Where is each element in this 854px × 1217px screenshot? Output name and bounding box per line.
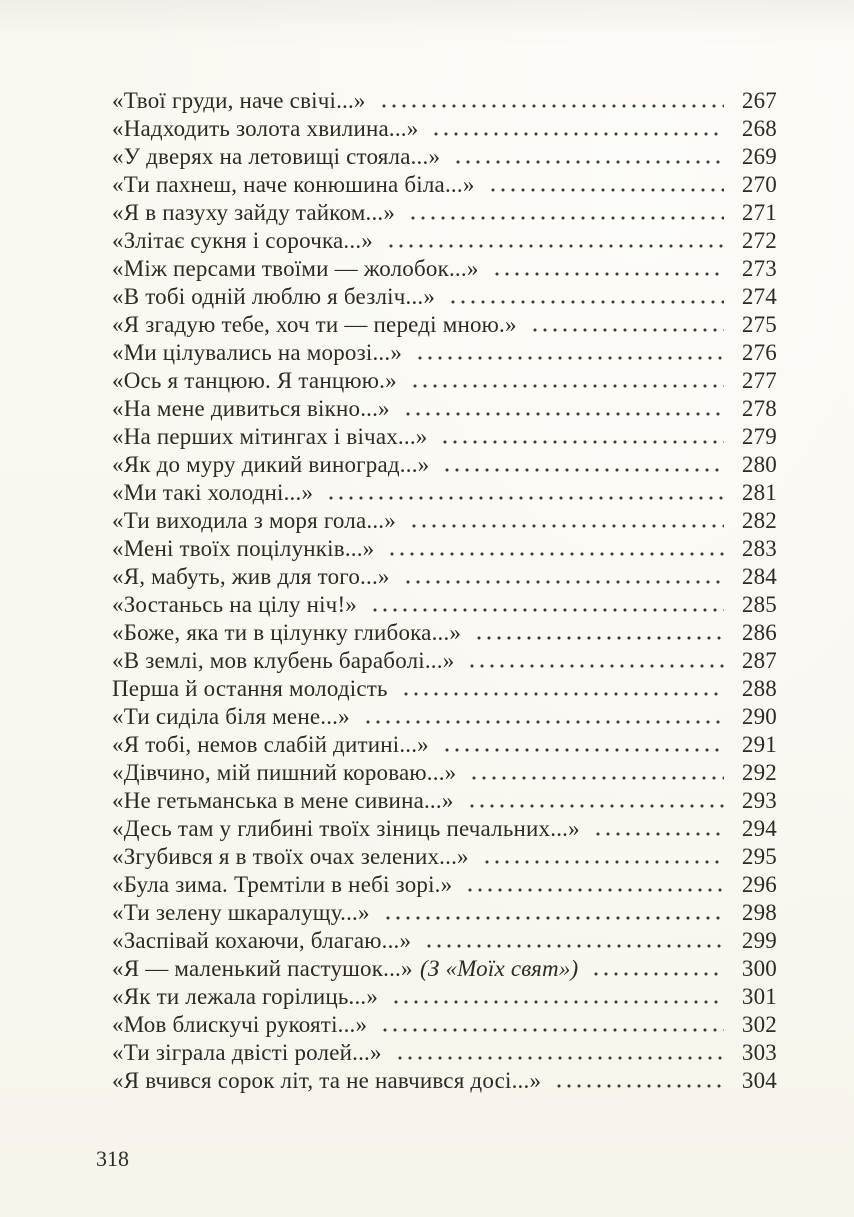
dot-leader bbox=[486, 188, 724, 192]
dot-leader bbox=[361, 720, 724, 724]
toc-entry bbox=[112, 591, 777, 619]
dot-leader bbox=[393, 1056, 724, 1060]
toc-entry-page-number: 283 bbox=[741, 536, 777, 561]
toc-entry-title: «Була зима. Тремтіли в небі зорі.» bbox=[112, 872, 453, 897]
toc-entry-title: «Я, мабуть, жив для того...» bbox=[112, 564, 390, 589]
toc-entry-title: «Твої груди, наче свічі...» bbox=[112, 88, 366, 113]
toc-entry-title: «Я тобі, немов слабій дитині...» bbox=[112, 732, 429, 757]
dot-leader bbox=[589, 972, 724, 976]
toc-entry bbox=[112, 451, 777, 479]
toc-entry-page-number: 284 bbox=[741, 564, 777, 589]
toc-entry-page-number: 277 bbox=[741, 368, 777, 393]
toc-entry-title: «Мов блискучі рукояті...» bbox=[112, 1012, 368, 1037]
toc-entry-title: «Злітає сукня і сорочка...» bbox=[112, 228, 373, 253]
toc-entry-title: «Ми такі холодні...» bbox=[112, 480, 314, 505]
toc-entry-page-number: 295 bbox=[741, 844, 777, 869]
toc-entry-page-number: 269 bbox=[741, 144, 777, 169]
toc-entry-title: «Я вчився сорок літ, та не навчився досі...» bbox=[112, 1068, 542, 1093]
toc-entry bbox=[112, 339, 777, 367]
dot-leader bbox=[467, 776, 724, 780]
toc-entry-page-number: 268 bbox=[741, 116, 777, 141]
toc-entry-page-number: 287 bbox=[741, 648, 777, 673]
toc-entry bbox=[112, 311, 777, 339]
toc-entry-title: «Ти виходила з моря гола...» bbox=[112, 508, 396, 533]
toc-entry-page-number: 293 bbox=[741, 788, 777, 813]
toc-entry-page-number: 271 bbox=[741, 200, 777, 225]
dot-leader bbox=[377, 104, 724, 108]
toc-entry-page-number: 302 bbox=[741, 1012, 777, 1037]
dot-leader bbox=[528, 328, 724, 332]
toc-entry bbox=[112, 815, 777, 843]
toc-entry bbox=[112, 87, 777, 115]
toc-entry bbox=[112, 479, 777, 507]
toc-entry-title: «Зостаньсь на цілу ніч!» bbox=[112, 592, 358, 617]
toc-entry-page-number: 280 bbox=[741, 452, 777, 477]
toc-entry-page-number: 292 bbox=[741, 760, 777, 785]
toc-entry-title: «Як ти лежала горілиць...» bbox=[112, 984, 379, 1009]
toc-entry-source-note: (З «Моїх свят») bbox=[420, 956, 579, 981]
toc-entry bbox=[112, 843, 777, 871]
toc-entry-page-number: 270 bbox=[741, 172, 777, 197]
toc-entry-page-number: 273 bbox=[741, 256, 777, 281]
toc-entry-page-number: 300 bbox=[741, 956, 777, 981]
toc-entry bbox=[112, 619, 777, 647]
toc-entry-page-number: 291 bbox=[741, 732, 777, 757]
toc-list bbox=[112, 87, 777, 1095]
toc-entry-page-number: 296 bbox=[741, 872, 777, 897]
toc-entry-title: «Я в пазуху зайду тайком...» bbox=[112, 200, 396, 225]
toc-entry-page-number: 285 bbox=[741, 592, 777, 617]
toc-entry-title: «Ти зелену шкаралущу...» bbox=[112, 900, 370, 925]
toc-entry bbox=[112, 227, 777, 255]
toc-entry bbox=[112, 199, 777, 227]
toc-entry-page-number: 279 bbox=[741, 424, 777, 449]
toc-entry bbox=[112, 143, 777, 171]
dot-leader bbox=[368, 608, 724, 612]
toc-entry bbox=[112, 507, 777, 535]
dot-leader bbox=[408, 384, 724, 388]
toc-entry bbox=[112, 927, 777, 955]
dot-leader bbox=[463, 888, 724, 892]
toc-entry bbox=[112, 731, 777, 759]
toc-entry-title: «Не гетьманська в мене сивина...» bbox=[112, 788, 454, 813]
dot-leader bbox=[465, 804, 724, 808]
toc-entry-title: «У дверях на летовищі стояла...» bbox=[112, 144, 441, 169]
dot-leader bbox=[389, 1000, 724, 1004]
toc-entry bbox=[112, 703, 777, 731]
toc-entry-title: «Я — маленький пастушок...» bbox=[112, 956, 413, 981]
toc-entry bbox=[112, 535, 777, 563]
toc-entry bbox=[112, 1039, 777, 1067]
dot-leader bbox=[429, 132, 724, 136]
toc-entry-page-number: 303 bbox=[741, 1040, 777, 1065]
dot-leader bbox=[480, 860, 724, 864]
toc-entry-title: «Боже, яка ти в цілунку глибока...» bbox=[112, 620, 462, 645]
toc-entry-title: «Між персами твоїми — жолобок...» bbox=[112, 256, 479, 281]
toc-entry-title: «Згубився я в твоїх очах зелених...» bbox=[112, 844, 469, 869]
dot-leader bbox=[440, 748, 724, 752]
dot-leader bbox=[413, 356, 724, 360]
dot-leader bbox=[552, 1084, 724, 1088]
toc-entry-title: «Мені твоїх поцілунків...» bbox=[112, 536, 375, 561]
dot-leader bbox=[324, 496, 724, 500]
toc-entry bbox=[112, 675, 777, 703]
toc-entry-title: «Ти зіграла двісті ролей...» bbox=[112, 1040, 382, 1065]
dot-leader bbox=[490, 272, 724, 276]
dot-leader bbox=[591, 832, 724, 836]
toc-entry-page-number: 290 bbox=[741, 704, 777, 729]
toc-entry-title: «Дівчино, мій пишний короваю...» bbox=[112, 760, 457, 785]
toc-entry bbox=[112, 1011, 777, 1039]
toc-entry bbox=[112, 423, 777, 451]
dot-leader bbox=[446, 300, 724, 304]
toc-entry bbox=[112, 647, 777, 675]
dot-leader bbox=[385, 552, 724, 556]
toc-entry-title: «Я згадую тебе, хоч ти — переді мною.» bbox=[112, 312, 517, 337]
dot-leader bbox=[451, 160, 724, 164]
dot-leader bbox=[465, 664, 724, 668]
toc-entry bbox=[112, 1067, 777, 1095]
dot-leader bbox=[438, 440, 724, 444]
toc-entry-title: «В тобі одній люблю я безліч...» bbox=[112, 284, 436, 309]
dot-leader bbox=[399, 692, 724, 696]
toc-entry-title: «Ти пахнеш, наче конюшина біла...» bbox=[112, 172, 475, 197]
toc-entry-title: «В землі, мов клубень бараболі...» bbox=[112, 648, 455, 673]
dot-leader bbox=[422, 944, 724, 948]
dot-leader bbox=[406, 216, 724, 220]
dot-leader bbox=[407, 524, 724, 528]
toc-entry-page-number: 272 bbox=[741, 228, 777, 253]
dot-leader bbox=[440, 468, 724, 472]
toc-entry bbox=[112, 395, 777, 423]
page-number-folio: 318 bbox=[96, 1146, 129, 1171]
toc-entry bbox=[112, 787, 777, 815]
toc-entry-page-number: 282 bbox=[741, 508, 777, 533]
toc-entry bbox=[112, 871, 777, 899]
toc-entry-page-number: 294 bbox=[741, 816, 777, 841]
toc-entry-page-number: 286 bbox=[741, 620, 777, 645]
toc-entry-page-number: 281 bbox=[741, 480, 777, 505]
toc-entry-page-number: 278 bbox=[741, 396, 777, 421]
toc-entry-page-number: 301 bbox=[741, 984, 777, 1009]
toc-entry-page-number: 304 bbox=[741, 1068, 777, 1093]
dot-leader bbox=[384, 244, 724, 248]
toc-entry bbox=[112, 171, 777, 199]
toc-entry bbox=[112, 367, 777, 395]
toc-entry-title: «Десь там у глибині твоїх зіниць печальних...» bbox=[112, 816, 580, 841]
toc-entry bbox=[112, 983, 777, 1011]
toc-entry bbox=[112, 255, 777, 283]
dot-leader bbox=[401, 412, 724, 416]
toc-entry-title: «На перших мітингах і вічах...» bbox=[112, 424, 428, 449]
toc-entry-page-number: 288 bbox=[741, 676, 777, 701]
toc-entry bbox=[112, 899, 777, 927]
toc-entry-title: «На мене дивиться вікно...» bbox=[112, 396, 390, 421]
toc-entry-page-number: 276 bbox=[741, 340, 777, 365]
toc-entry-title: «Заспівай кохаючи, благаю...» bbox=[112, 928, 412, 953]
toc-entry bbox=[112, 563, 777, 591]
dot-leader bbox=[401, 580, 724, 584]
toc-entry-title: «Ми цілувались на морозі...» bbox=[112, 340, 403, 365]
toc-entry-page-number: 267 bbox=[741, 88, 777, 113]
toc-entry-page-number: 298 bbox=[741, 900, 777, 925]
dot-leader bbox=[378, 1028, 724, 1032]
toc-entry bbox=[112, 759, 777, 787]
toc-entry-page-number: 299 bbox=[741, 928, 777, 953]
dot-leader bbox=[381, 916, 724, 920]
toc-entry-title: «Ти сиділа біля мене...» bbox=[112, 704, 350, 729]
toc-entry-title: «Надходить золота хвилина...» bbox=[112, 116, 419, 141]
toc-entry bbox=[112, 955, 777, 983]
toc-entry bbox=[112, 115, 777, 143]
dot-leader bbox=[472, 636, 724, 640]
toc-entry-title: «Ось я танцюю. Я танцюю.» bbox=[112, 368, 397, 393]
toc-entry-title: «Як до муру дикий виноград...» bbox=[112, 452, 430, 477]
toc-entry-page-number: 275 bbox=[741, 312, 777, 337]
toc-entry-page-number: 274 bbox=[741, 284, 777, 309]
toc-entry-title: Перша й остання молодість bbox=[112, 676, 388, 701]
toc-entry bbox=[112, 283, 777, 311]
